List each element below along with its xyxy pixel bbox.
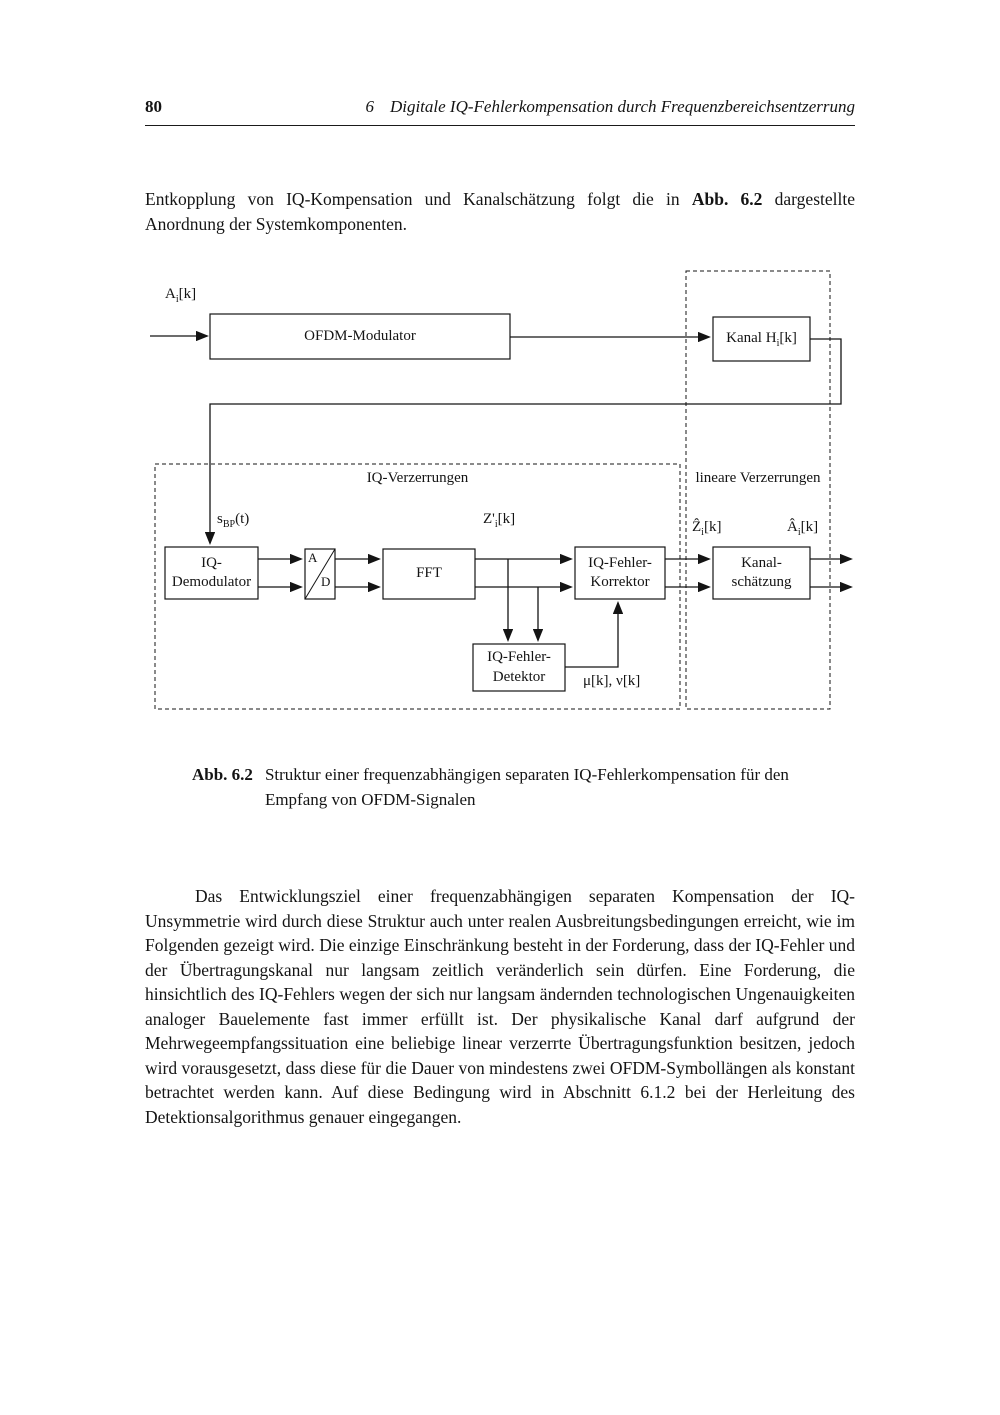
- body-paragraph: Das Entwicklungsziel einer frequenzabhängigen separaten Kompensation der IQ-Unsymmetrie wird durch diese Struktur auch unter realen Ausbreitungsbedingungen erreicht, wie im Folgenden gezeigt wird. Die einzige Einschränkung besteht in der Forderung, dass der IQ-Fehler und der Übertragungskanal nur langsam zeitlich veränderlich sein dürfen. Eine Forderung, die hinsichtlich des IQ-Fehlers wegen der sich nur langsam ändernden technologischen Ungenauigkeiten analoger Bauelemente fast immer erfüllt ist. Der physikalische Kanal darf aufgrund der Mehrwegeempfangssituation eine beliebige linear verzerrte Übertragungsfunktion besitzen, jedoch wird vorausgesetzt, dass diese für die Dauer von mindestens zwei OFDM-Symbollängen als konstant betrachtet werden kann. Auf diese Bedingung wird in Abschnitt 6.1.2 bei der Herleitung des Detektionsalgorithmus genauer eingegangen.: [145, 886, 855, 1127]
- signal-wires: [150, 336, 851, 667]
- chapter-number: 6: [365, 97, 374, 116]
- block-label-iq-fehler-detektor: [473, 644, 565, 691]
- korrektor-line2: Korrektor: [590, 574, 650, 590]
- zhat-sub: i: [701, 527, 704, 538]
- intro-text-after: dargestellte Anordnung der Systemkomponenten.: [145, 189, 855, 234]
- region-label-lineare-verzerrungen: lineare Verzerrungen: [695, 470, 821, 486]
- chapter-title: Digitale IQ-Fehlerkompensation durch Frequenzbereichsentzerrung: [389, 97, 855, 116]
- ai-rest: [k]: [178, 286, 197, 302]
- block-label-iq-demodulator: [165, 547, 258, 599]
- block-label-iq-fehler-korrektor: [575, 547, 665, 599]
- korrektor-text: [588, 554, 652, 593]
- detektor-text: [487, 648, 551, 687]
- signal-label-mu-nu: μ[k], ν[k]: [583, 673, 641, 689]
- iq-demodulator-text: [172, 554, 251, 593]
- block-label-fft: [383, 549, 475, 599]
- ad-converter-analog-label: A: [308, 550, 318, 565]
- zhat-base: Ẑ: [692, 519, 702, 535]
- ahat-rest: [k]: [800, 519, 819, 535]
- kanal-base: Kanal H: [726, 330, 777, 347]
- page-number: 80: [145, 97, 162, 116]
- ahat-base: Â: [787, 519, 798, 535]
- kanal-schaetzung-text: [732, 554, 792, 593]
- ai-base: A: [165, 286, 176, 302]
- figure-reference: Abb. 6.2: [691, 189, 763, 209]
- iq-demodulator-line1: IQ-: [201, 554, 222, 571]
- figure-block-diagram: [145, 269, 855, 716]
- ad-converter-digital-label: D: [321, 574, 331, 589]
- detektor-line2: Detektor: [492, 668, 546, 685]
- kanal-rest: [k]: [779, 330, 797, 347]
- signal-label-a-hat: [787, 519, 818, 536]
- sbp-base: s: [217, 511, 223, 527]
- kanal-text: [726, 329, 797, 349]
- ahat-sub: i: [797, 527, 801, 538]
- block-outlines: [165, 314, 810, 691]
- signal-label-ai: [165, 286, 196, 303]
- kanal-sub: i: [776, 338, 780, 350]
- kanal-schaetzung-line2: schätzung: [731, 574, 792, 590]
- fft-text: FFT: [416, 565, 442, 582]
- caption-text: Struktur einer frequenzabhängigen separaten IQ-Fehlerkompensation für den Empfang von OFDM-Signalen: [264, 765, 789, 809]
- ofdm-text: OFDM-Modulator: [304, 327, 416, 344]
- detektor-line1: IQ-Fehler-: [487, 649, 551, 665]
- sbp-sub: BP: [222, 519, 236, 530]
- sbp-rest: (t): [235, 511, 250, 527]
- zhat-rest: [k]: [703, 519, 722, 535]
- region-label-iq-verzerrungen: IQ-Verzerrungen: [366, 470, 469, 486]
- signal-label-sbp: [217, 511, 249, 528]
- figure-caption: [192, 762, 855, 812]
- z-rest: [k]: [497, 511, 516, 527]
- page-content: [145, 0, 855, 1147]
- intro-paragraph: [145, 187, 855, 237]
- running-title: [365, 97, 855, 117]
- caption-label: Abb. 6.2: [192, 765, 253, 784]
- signal-label-z-hat: [692, 519, 721, 536]
- block-label-ofdm-modulator: [210, 314, 510, 359]
- block-label-kanal-schaetzung: [713, 547, 810, 599]
- block-label-kanal: [713, 317, 810, 361]
- z-base: Z': [483, 511, 495, 527]
- ai-sub: i: [175, 294, 179, 305]
- korrektor-line1: IQ-Fehler-: [588, 554, 652, 571]
- page-header: [145, 97, 855, 126]
- iq-demodulator-line2: Demodulator: [171, 574, 252, 590]
- signal-label-z: [483, 511, 515, 528]
- z-sub: i: [494, 519, 498, 530]
- intro-text-before: Entkopplung von IQ-Kompensation und Kanalschätzung folgt die in: [145, 189, 692, 209]
- kanal-schaetzung-line1: Kanal-: [741, 554, 782, 571]
